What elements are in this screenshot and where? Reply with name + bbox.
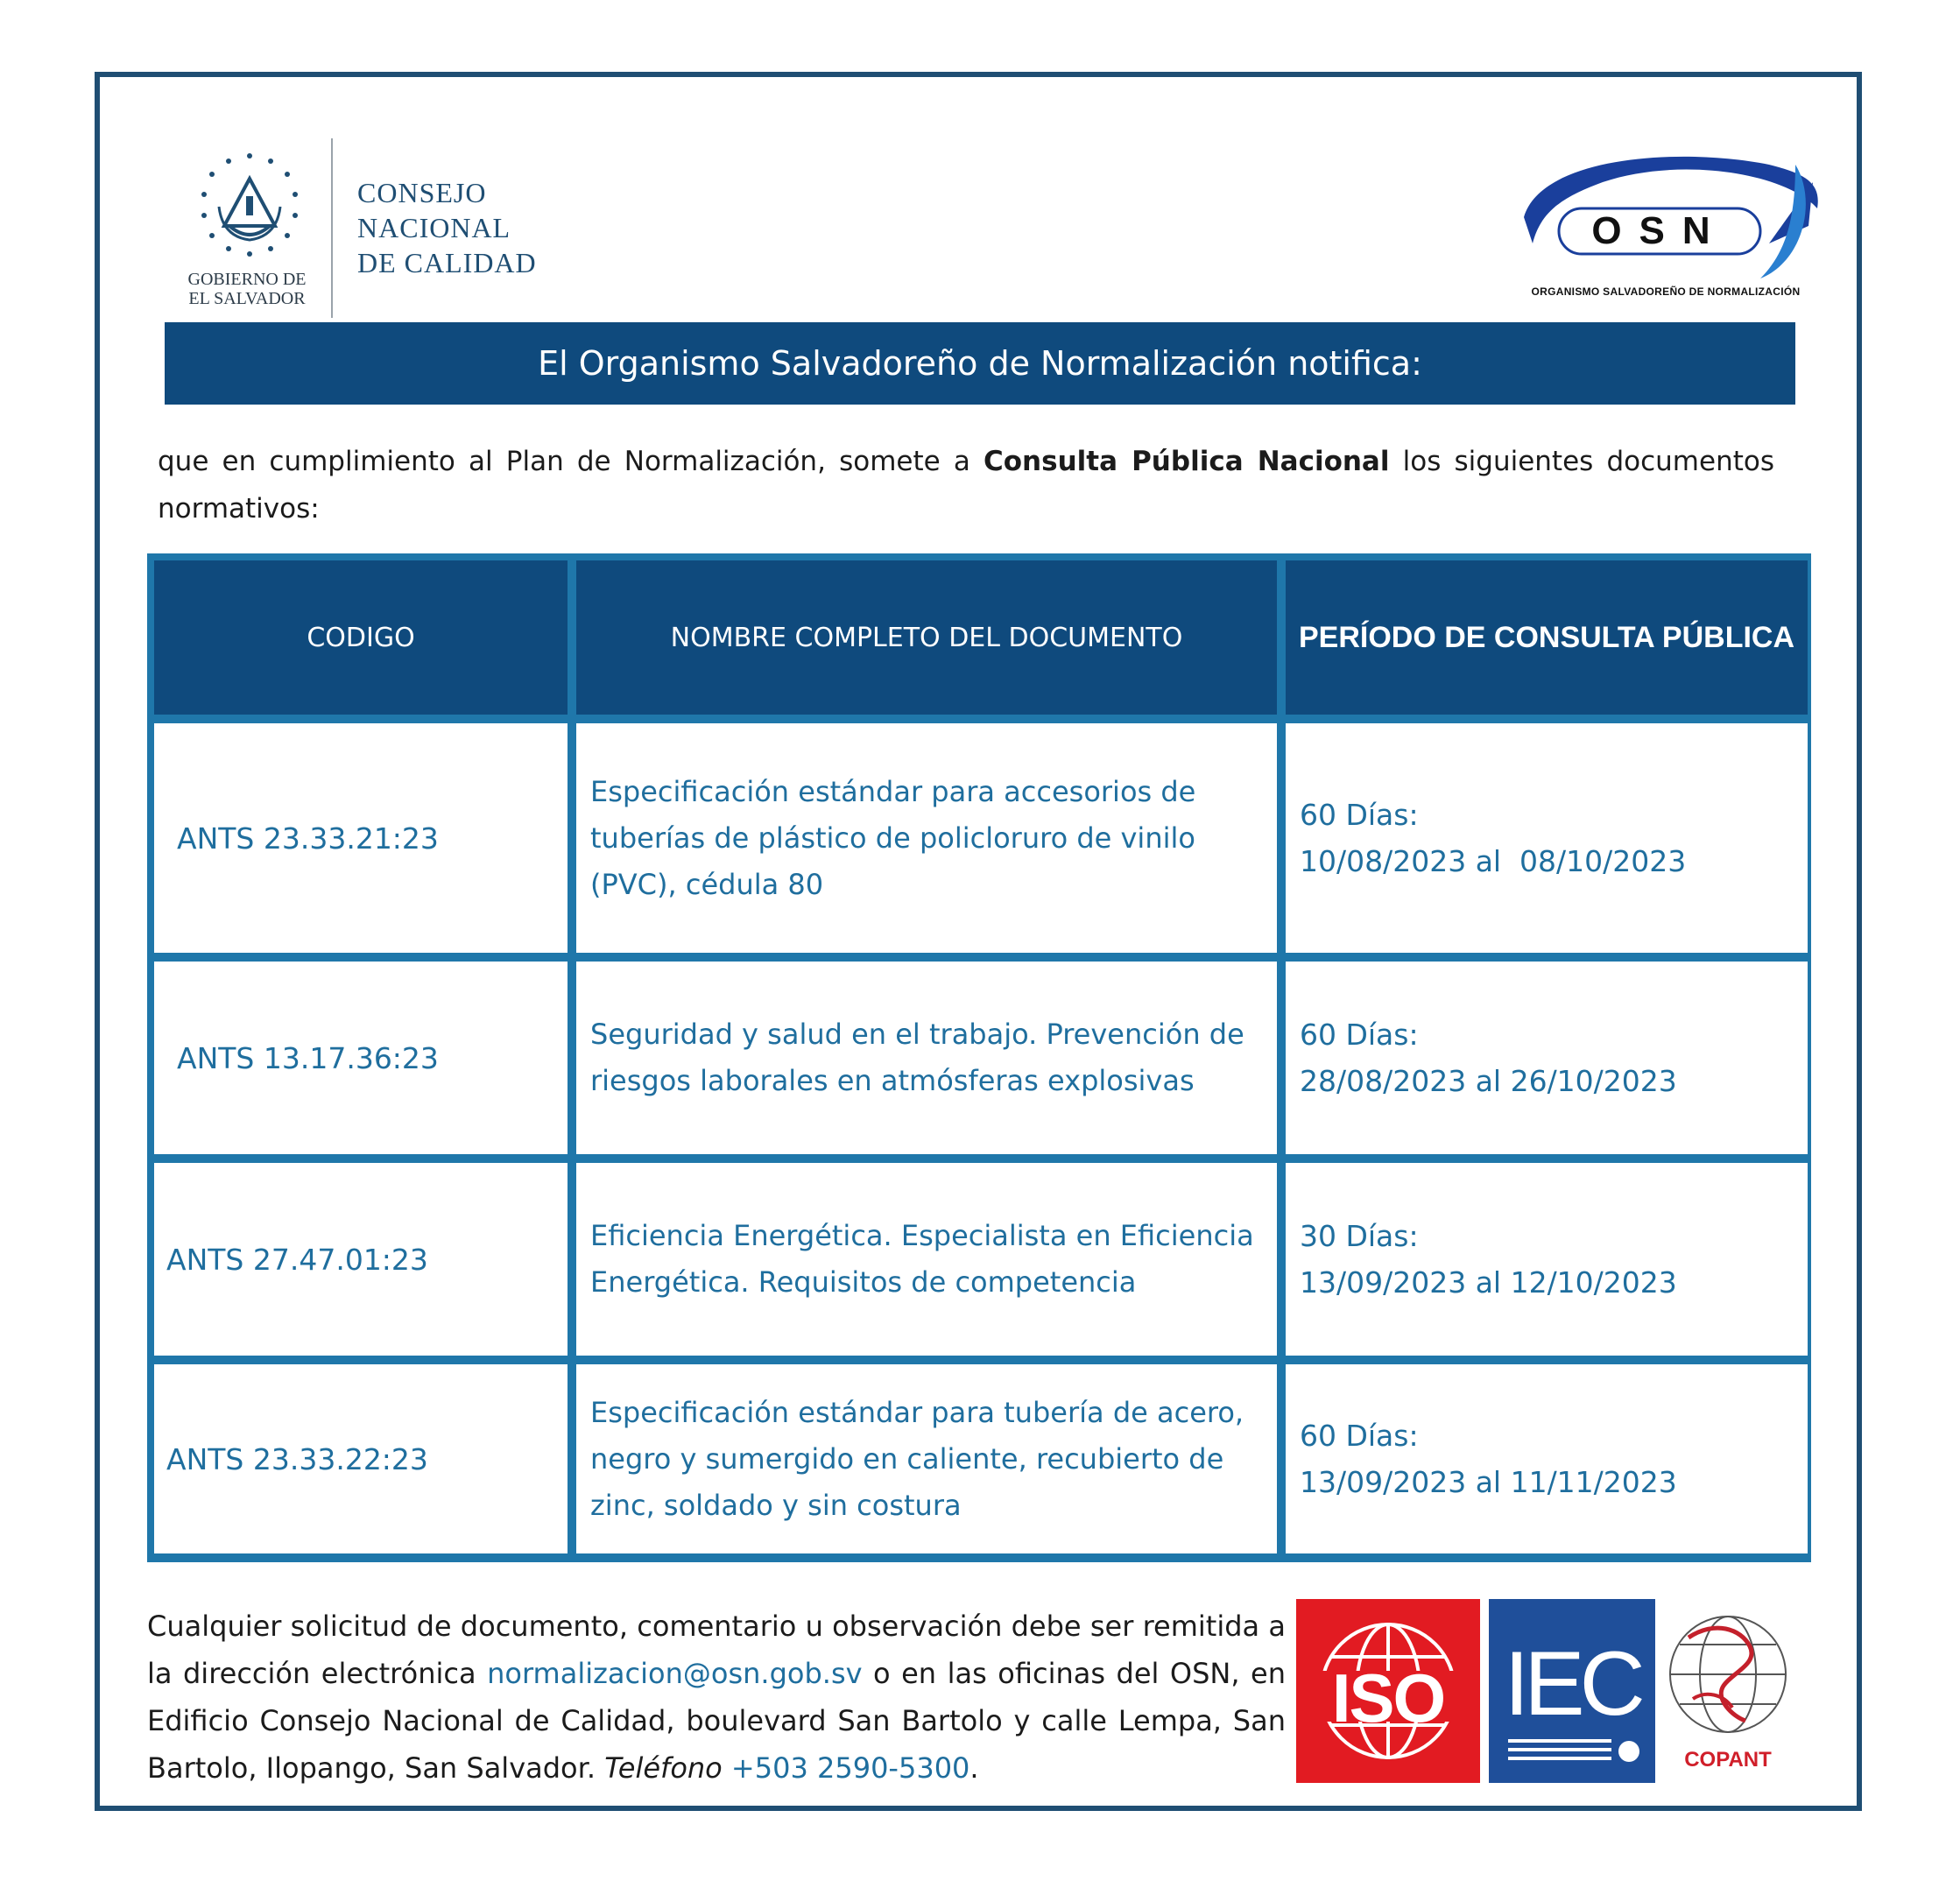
document-name: Especificación estándar para accesorios de tuberías de plástico de policloruro de vinilo (PVC), cédula 80 xyxy=(576,723,1277,953)
table-row xyxy=(154,723,1808,953)
document-code: ANTS 27.47.01:23 xyxy=(154,1163,568,1356)
column-header-name: NOMBRE COMPLETO DEL DOCUMENTO xyxy=(576,560,1277,715)
document-name: Eficiencia Energética. Especialista en Eficiencia Energética. Requisitos de competencia xyxy=(576,1163,1277,1356)
document-code: ANTS 23.33.21:23 xyxy=(154,723,568,953)
document-name: Especificación estándar para tubería de acero, negro y sumergido en caliente, recubierto de zinc, soldado y sin costura xyxy=(576,1364,1277,1553)
document-code: ANTS 23.33.22:23 xyxy=(154,1364,568,1553)
coat-of-arms-icon xyxy=(184,145,315,277)
phone-number: +503 2590-5300 xyxy=(722,1751,970,1785)
documents-table-container xyxy=(147,553,1811,1562)
government-caption: GOBIERNO DE EL SALVADOR xyxy=(187,270,307,308)
iec-logo: IEC xyxy=(1489,1599,1655,1783)
contact-paragraph: Cualquier solicitud de documento, comentario u observación debe ser remitida a la dirección electrónica normalizacion@osn.gob.sv o en las oficinas del OSN, en Edificio Consejo Nacional de Calidad, boulevard San Bartolo y calle Lempa, San Bartolo, Ilopango, San Salvador. Teléfono +503 2590-5300. xyxy=(147,1610,1287,1785)
svg-text:OSN: OSN xyxy=(1591,209,1728,252)
iec-stripes-icon xyxy=(1489,1599,1655,1783)
intro-paragraph: que en cumplimiento al Plan de Normalización, somete a Consulta Pública Nacional los siguientes documentos normativos: xyxy=(158,446,1774,525)
consulta-emphasis: Consulta Pública Nacional xyxy=(984,446,1390,477)
documents-table xyxy=(145,552,1816,1562)
table-row xyxy=(154,1364,1808,1553)
document-name: Seguridad y salud en el trabajo. Prevención de riesgos laborales en atmósferas explosivas xyxy=(576,962,1277,1154)
copant-globe-icon xyxy=(1662,1603,1794,1751)
notification-banner: El Organismo Salvadoreño de Normalización notifica: xyxy=(165,322,1795,405)
osn-logo xyxy=(1506,147,1823,305)
osn-caption: ORGANISMO SALVADOREÑO DE NORMALIZACIÓN xyxy=(1531,285,1801,298)
consultation-period: 60 Días: 10/08/2023 al 08/10/2023 xyxy=(1286,723,1808,953)
table-row xyxy=(154,962,1808,1154)
document-code: ANTS 13.17.36:23 xyxy=(154,962,568,1154)
logo-divider xyxy=(331,138,333,318)
column-header-period: PERÍODO DE CONSULTA PÚBLICA xyxy=(1286,560,1808,715)
copant-logo: COPANT xyxy=(1662,1603,1794,1782)
contact-email-link[interactable]: normalizacion@osn.gob.sv xyxy=(487,1657,863,1690)
consultation-period: 30 Días: 13/09/2023 al 12/10/2023 xyxy=(1286,1163,1808,1356)
phone-label: Teléfono xyxy=(604,1751,723,1785)
consultation-period: 60 Días: 13/09/2023 al 11/11/2023 xyxy=(1286,1364,1808,1553)
council-name: CONSEJO NACIONAL DE CALIDAD xyxy=(357,177,537,278)
consultation-period: 60 Días: 28/08/2023 al 26/10/2023 xyxy=(1286,962,1808,1154)
column-header-code: CODIGO xyxy=(154,560,568,715)
table-row xyxy=(154,1163,1808,1356)
government-logo xyxy=(175,138,543,318)
iso-logo: ISO xyxy=(1296,1599,1480,1783)
